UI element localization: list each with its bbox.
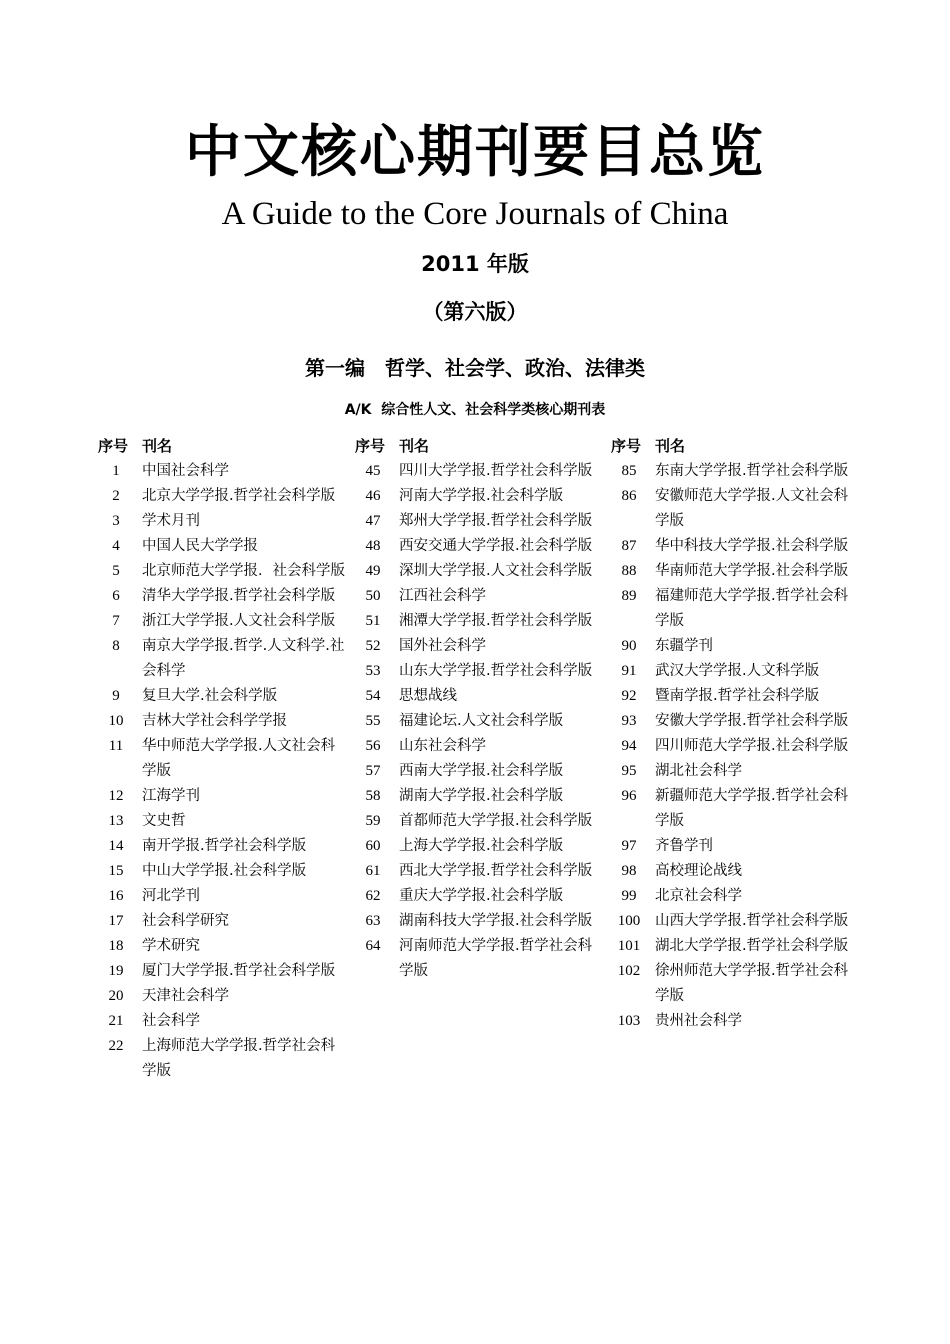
journal-name: 山东大学学报.哲学社会科学版 bbox=[399, 663, 593, 679]
journal-number: 13 bbox=[108, 813, 124, 829]
journal-row bbox=[347, 909, 605, 934]
journal-number: 85 bbox=[621, 463, 637, 479]
journal-number: 91 bbox=[621, 663, 637, 679]
journal-number: 59 bbox=[365, 813, 381, 829]
journal-row bbox=[347, 859, 605, 884]
journal-number: 90 bbox=[621, 638, 637, 654]
journal-rows bbox=[347, 459, 605, 984]
journal-number: 45 bbox=[365, 463, 381, 479]
journal-number: 51 bbox=[365, 613, 381, 629]
journal-number: 49 bbox=[365, 563, 381, 579]
journal-name: 学术月刊 bbox=[142, 513, 200, 529]
journal-row bbox=[603, 559, 861, 584]
journal-number: 100 bbox=[617, 913, 641, 929]
journal-name: 上海师范大学学报.哲学社会科学版 bbox=[142, 1038, 336, 1079]
journal-name: 吉林大学社会科学学报 bbox=[142, 713, 287, 729]
journal-row bbox=[347, 784, 605, 809]
page-title-en: A Guide to the Core Journals of China bbox=[221, 196, 729, 232]
journal-number: 1 bbox=[112, 463, 120, 479]
journal-number: 54 bbox=[365, 688, 381, 704]
journal-row bbox=[603, 459, 861, 484]
journal-number: 61 bbox=[365, 863, 381, 879]
journal-name: 湖南科技大学学报.社会科学版 bbox=[399, 913, 593, 929]
journal-number: 7 bbox=[112, 613, 120, 629]
journal-number: 101 bbox=[617, 938, 641, 954]
journal-row bbox=[347, 609, 605, 634]
journal-name: 清华大学学报.哲学社会科学版 bbox=[142, 588, 336, 604]
journal-name: 北京师范大学学报．社会科学版 bbox=[142, 563, 345, 579]
journal-name: 北京社会科学 bbox=[655, 888, 742, 904]
journal-number: 64 bbox=[365, 938, 381, 954]
column-header bbox=[603, 434, 861, 459]
journal-name: 中国社会科学 bbox=[142, 463, 229, 479]
journal-number: 4 bbox=[112, 538, 120, 554]
journal-row bbox=[90, 809, 348, 834]
journal-row bbox=[347, 809, 605, 834]
journal-name: 贵州社会科学 bbox=[655, 1013, 742, 1029]
journal-row bbox=[347, 659, 605, 684]
journal-number: 3 bbox=[112, 513, 120, 529]
journal-number: 18 bbox=[108, 938, 124, 954]
journal-row bbox=[90, 609, 348, 634]
journal-row bbox=[347, 734, 605, 759]
journal-row bbox=[90, 734, 348, 784]
journal-number: 6 bbox=[112, 588, 120, 604]
journal-name: 深圳大学学报.人文社会科学版 bbox=[399, 563, 593, 579]
journal-row bbox=[347, 709, 605, 734]
journal-number: 21 bbox=[108, 1013, 124, 1029]
journal-name: 湖北社会科学 bbox=[655, 763, 742, 779]
journal-row bbox=[347, 684, 605, 709]
journal-row bbox=[90, 834, 348, 859]
journal-row bbox=[90, 909, 348, 934]
journal-row bbox=[603, 884, 861, 909]
journal-row bbox=[603, 759, 861, 784]
journal-name: 四川师范大学学报.社会科学版 bbox=[655, 738, 849, 754]
journal-name: 江西社会科学 bbox=[399, 588, 486, 604]
journal-row bbox=[90, 709, 348, 734]
header-name: 刊名 bbox=[142, 437, 173, 455]
journal-column-1 bbox=[90, 434, 348, 1084]
journal-name: 天津社会科学 bbox=[142, 988, 229, 1004]
journal-name: 河南师范大学学报.哲学社会科学版 bbox=[399, 938, 593, 979]
journal-name: 思想战线 bbox=[399, 688, 457, 704]
journal-number: 92 bbox=[621, 688, 637, 704]
journal-row bbox=[603, 934, 861, 959]
journal-number: 19 bbox=[108, 963, 124, 979]
journal-number: 11 bbox=[108, 738, 124, 754]
journal-number: 102 bbox=[617, 963, 641, 979]
journal-name: 四川大学学报.哲学社会科学版 bbox=[399, 463, 593, 479]
journal-number: 46 bbox=[365, 488, 381, 504]
journal-name: 武汉大学学报.人文科学版 bbox=[655, 663, 820, 679]
journal-name: 文史哲 bbox=[142, 813, 186, 829]
journal-number: 56 bbox=[365, 738, 381, 754]
journal-row bbox=[603, 584, 861, 634]
part-title: 第一编 哲学、社会学、政治、法律类 bbox=[305, 356, 645, 380]
journal-number: 52 bbox=[365, 638, 381, 654]
journal-name: 学术研究 bbox=[142, 938, 200, 954]
journal-name: 西南大学学报.社会科学版 bbox=[399, 763, 564, 779]
page-title-cn: 中文核心期刊要目总览 bbox=[185, 120, 765, 185]
journal-row bbox=[603, 684, 861, 709]
journal-name: 国外社会科学 bbox=[399, 638, 486, 654]
journal-number: 60 bbox=[365, 838, 381, 854]
table-title: A/K 综合性人文、社会科学类核心期刊表 bbox=[344, 402, 606, 418]
journal-number: 17 bbox=[108, 913, 124, 929]
journal-row bbox=[90, 684, 348, 709]
journal-row bbox=[603, 734, 861, 759]
journal-row bbox=[347, 559, 605, 584]
journal-number: 86 bbox=[621, 488, 637, 504]
journal-row bbox=[90, 959, 348, 984]
journal-name: 湖北大学学报.哲学社会科学版 bbox=[655, 938, 849, 954]
journal-name: 徐州师范大学学报.哲学社会科学版 bbox=[655, 963, 849, 1004]
journal-row bbox=[90, 634, 348, 684]
journal-name: 安徽师范大学学报.人文社会科学版 bbox=[655, 488, 849, 529]
journal-name: 重庆大学学报.社会科学版 bbox=[399, 888, 564, 904]
journal-number: 8 bbox=[112, 638, 120, 654]
journal-number: 16 bbox=[108, 888, 124, 904]
journal-number: 103 bbox=[617, 1013, 641, 1029]
journal-row bbox=[90, 584, 348, 609]
journal-number: 50 bbox=[365, 588, 381, 604]
journal-row bbox=[603, 959, 861, 1009]
journal-number: 98 bbox=[621, 863, 637, 879]
journal-number: 87 bbox=[621, 538, 637, 554]
journal-name: 厦门大学学报.哲学社会科学版 bbox=[142, 963, 336, 979]
header-name: 刊名 bbox=[655, 437, 686, 455]
journal-row bbox=[603, 1009, 861, 1034]
journal-number: 99 bbox=[621, 888, 637, 904]
journal-name: 福建师范大学学报.哲学社会科学版 bbox=[655, 588, 849, 629]
journal-column-2 bbox=[347, 434, 605, 984]
journal-row bbox=[603, 834, 861, 859]
journal-name: 中国人民大学学报 bbox=[142, 538, 258, 554]
journal-row bbox=[90, 1009, 348, 1034]
journal-name: 首都师范大学学报.社会科学版 bbox=[399, 813, 593, 829]
journal-row bbox=[603, 634, 861, 659]
journal-row bbox=[347, 759, 605, 784]
journal-name: 华中科技大学学报.社会科学版 bbox=[655, 538, 849, 554]
journal-row bbox=[90, 559, 348, 584]
journal-row bbox=[603, 709, 861, 734]
journal-row bbox=[603, 909, 861, 934]
journal-row bbox=[347, 584, 605, 609]
journal-number: 48 bbox=[365, 538, 381, 554]
journal-name: 南开学报.哲学社会科学版 bbox=[142, 838, 307, 854]
journal-name: 湖南大学学报.社会科学版 bbox=[399, 788, 564, 804]
journal-column-3 bbox=[603, 434, 861, 1034]
journal-row bbox=[603, 859, 861, 884]
journal-row bbox=[347, 884, 605, 909]
journal-name: 齐鲁学刊 bbox=[655, 838, 713, 854]
journal-number: 94 bbox=[621, 738, 637, 754]
journal-name: 湘潭大学学报.哲学社会科学版 bbox=[399, 613, 593, 629]
journal-name: 社会科学 bbox=[142, 1013, 200, 1029]
journal-name: 东疆学刊 bbox=[655, 638, 713, 654]
journal-name: 郑州大学学报.哲学社会科学版 bbox=[399, 513, 593, 529]
journal-number: 89 bbox=[621, 588, 637, 604]
journal-row bbox=[603, 659, 861, 684]
journal-name: 安徽大学学报.哲学社会科学版 bbox=[655, 713, 849, 729]
journal-number: 9 bbox=[112, 688, 120, 704]
journal-number: 20 bbox=[108, 988, 124, 1004]
journal-rows bbox=[90, 459, 348, 1084]
journal-row bbox=[90, 884, 348, 909]
journal-name: 上海大学学报.社会科学版 bbox=[399, 838, 564, 854]
journal-row bbox=[347, 484, 605, 509]
journal-row bbox=[347, 534, 605, 559]
journal-number: 47 bbox=[365, 513, 381, 529]
journal-name: 西北大学学报.哲学社会科学版 bbox=[399, 863, 593, 879]
journal-number: 53 bbox=[365, 663, 381, 679]
journal-name: 暨南学报.哲学社会科学版 bbox=[655, 688, 820, 704]
journal-row bbox=[90, 984, 348, 1009]
journal-name: 华中师范大学学报.人文社会科学版 bbox=[142, 738, 336, 779]
journal-row bbox=[347, 459, 605, 484]
journal-name: 东南大学学报.哲学社会科学版 bbox=[655, 463, 849, 479]
journal-name: 南京大学学报.哲学.人文科学.社会科学 bbox=[142, 638, 345, 679]
journal-number: 93 bbox=[621, 713, 637, 729]
journal-number: 15 bbox=[108, 863, 124, 879]
journal-row bbox=[603, 784, 861, 834]
column-header bbox=[90, 434, 348, 459]
journal-number: 10 bbox=[108, 713, 124, 729]
journal-number: 88 bbox=[621, 563, 637, 579]
header-no: 序号 bbox=[98, 437, 129, 455]
journal-row bbox=[90, 484, 348, 509]
journal-row bbox=[347, 834, 605, 859]
journal-name: 社会科学研究 bbox=[142, 913, 229, 929]
journal-number: 63 bbox=[365, 913, 381, 929]
journal-row bbox=[347, 509, 605, 534]
journal-number: 12 bbox=[108, 788, 124, 804]
journal-name: 西安交通大学学报.社会科学版 bbox=[399, 538, 593, 554]
journal-number: 55 bbox=[365, 713, 381, 729]
journal-name: 山东社会科学 bbox=[399, 738, 486, 754]
journal-row bbox=[90, 509, 348, 534]
journal-name: 复旦大学.社会科学版 bbox=[142, 688, 278, 704]
journal-row bbox=[90, 784, 348, 809]
journal-name: 江海学刊 bbox=[142, 788, 200, 804]
journal-name: 高校理论战线 bbox=[655, 863, 742, 879]
journal-name: 新疆师范大学学报.哲学社会科学版 bbox=[655, 788, 849, 829]
header-name: 刊名 bbox=[399, 437, 430, 455]
journal-row bbox=[90, 934, 348, 959]
column-header bbox=[347, 434, 605, 459]
header-no: 序号 bbox=[611, 437, 642, 455]
journal-row bbox=[347, 934, 605, 984]
journal-name: 北京大学学报.哲学社会科学版 bbox=[142, 488, 336, 504]
journal-row bbox=[603, 534, 861, 559]
journal-number: 95 bbox=[621, 763, 637, 779]
journal-number: 62 bbox=[365, 888, 381, 904]
journal-name: 浙江大学学报.人文社会科学版 bbox=[142, 613, 336, 629]
journal-row bbox=[90, 859, 348, 884]
journal-row bbox=[90, 459, 348, 484]
journal-row bbox=[603, 484, 861, 534]
journal-row bbox=[90, 534, 348, 559]
journal-row bbox=[347, 634, 605, 659]
journal-name: 福建论坛.人文社会科学版 bbox=[399, 713, 564, 729]
journal-number: 2 bbox=[112, 488, 120, 504]
journal-name: 中山大学学报.社会科学版 bbox=[142, 863, 307, 879]
journal-number: 97 bbox=[621, 838, 637, 854]
journal-name: 华南师范大学学报.社会科学版 bbox=[655, 563, 849, 579]
journal-number: 5 bbox=[112, 563, 120, 579]
journal-name: 山西大学学报.哲学社会科学版 bbox=[655, 913, 849, 929]
journal-rows bbox=[603, 459, 861, 1034]
edition-sub-label: （第六版） bbox=[422, 300, 528, 324]
journal-name: 河南大学学报.社会科学版 bbox=[399, 488, 564, 504]
header-no: 序号 bbox=[355, 437, 386, 455]
journal-number: 22 bbox=[108, 1038, 124, 1054]
journal-row bbox=[90, 1034, 348, 1084]
journal-number: 57 bbox=[365, 763, 381, 779]
edition-label: 2011 年版 bbox=[421, 252, 529, 276]
journal-number: 14 bbox=[108, 838, 124, 854]
journal-number: 96 bbox=[621, 788, 637, 804]
journal-name: 河北学刊 bbox=[142, 888, 200, 904]
journal-number: 58 bbox=[365, 788, 381, 804]
